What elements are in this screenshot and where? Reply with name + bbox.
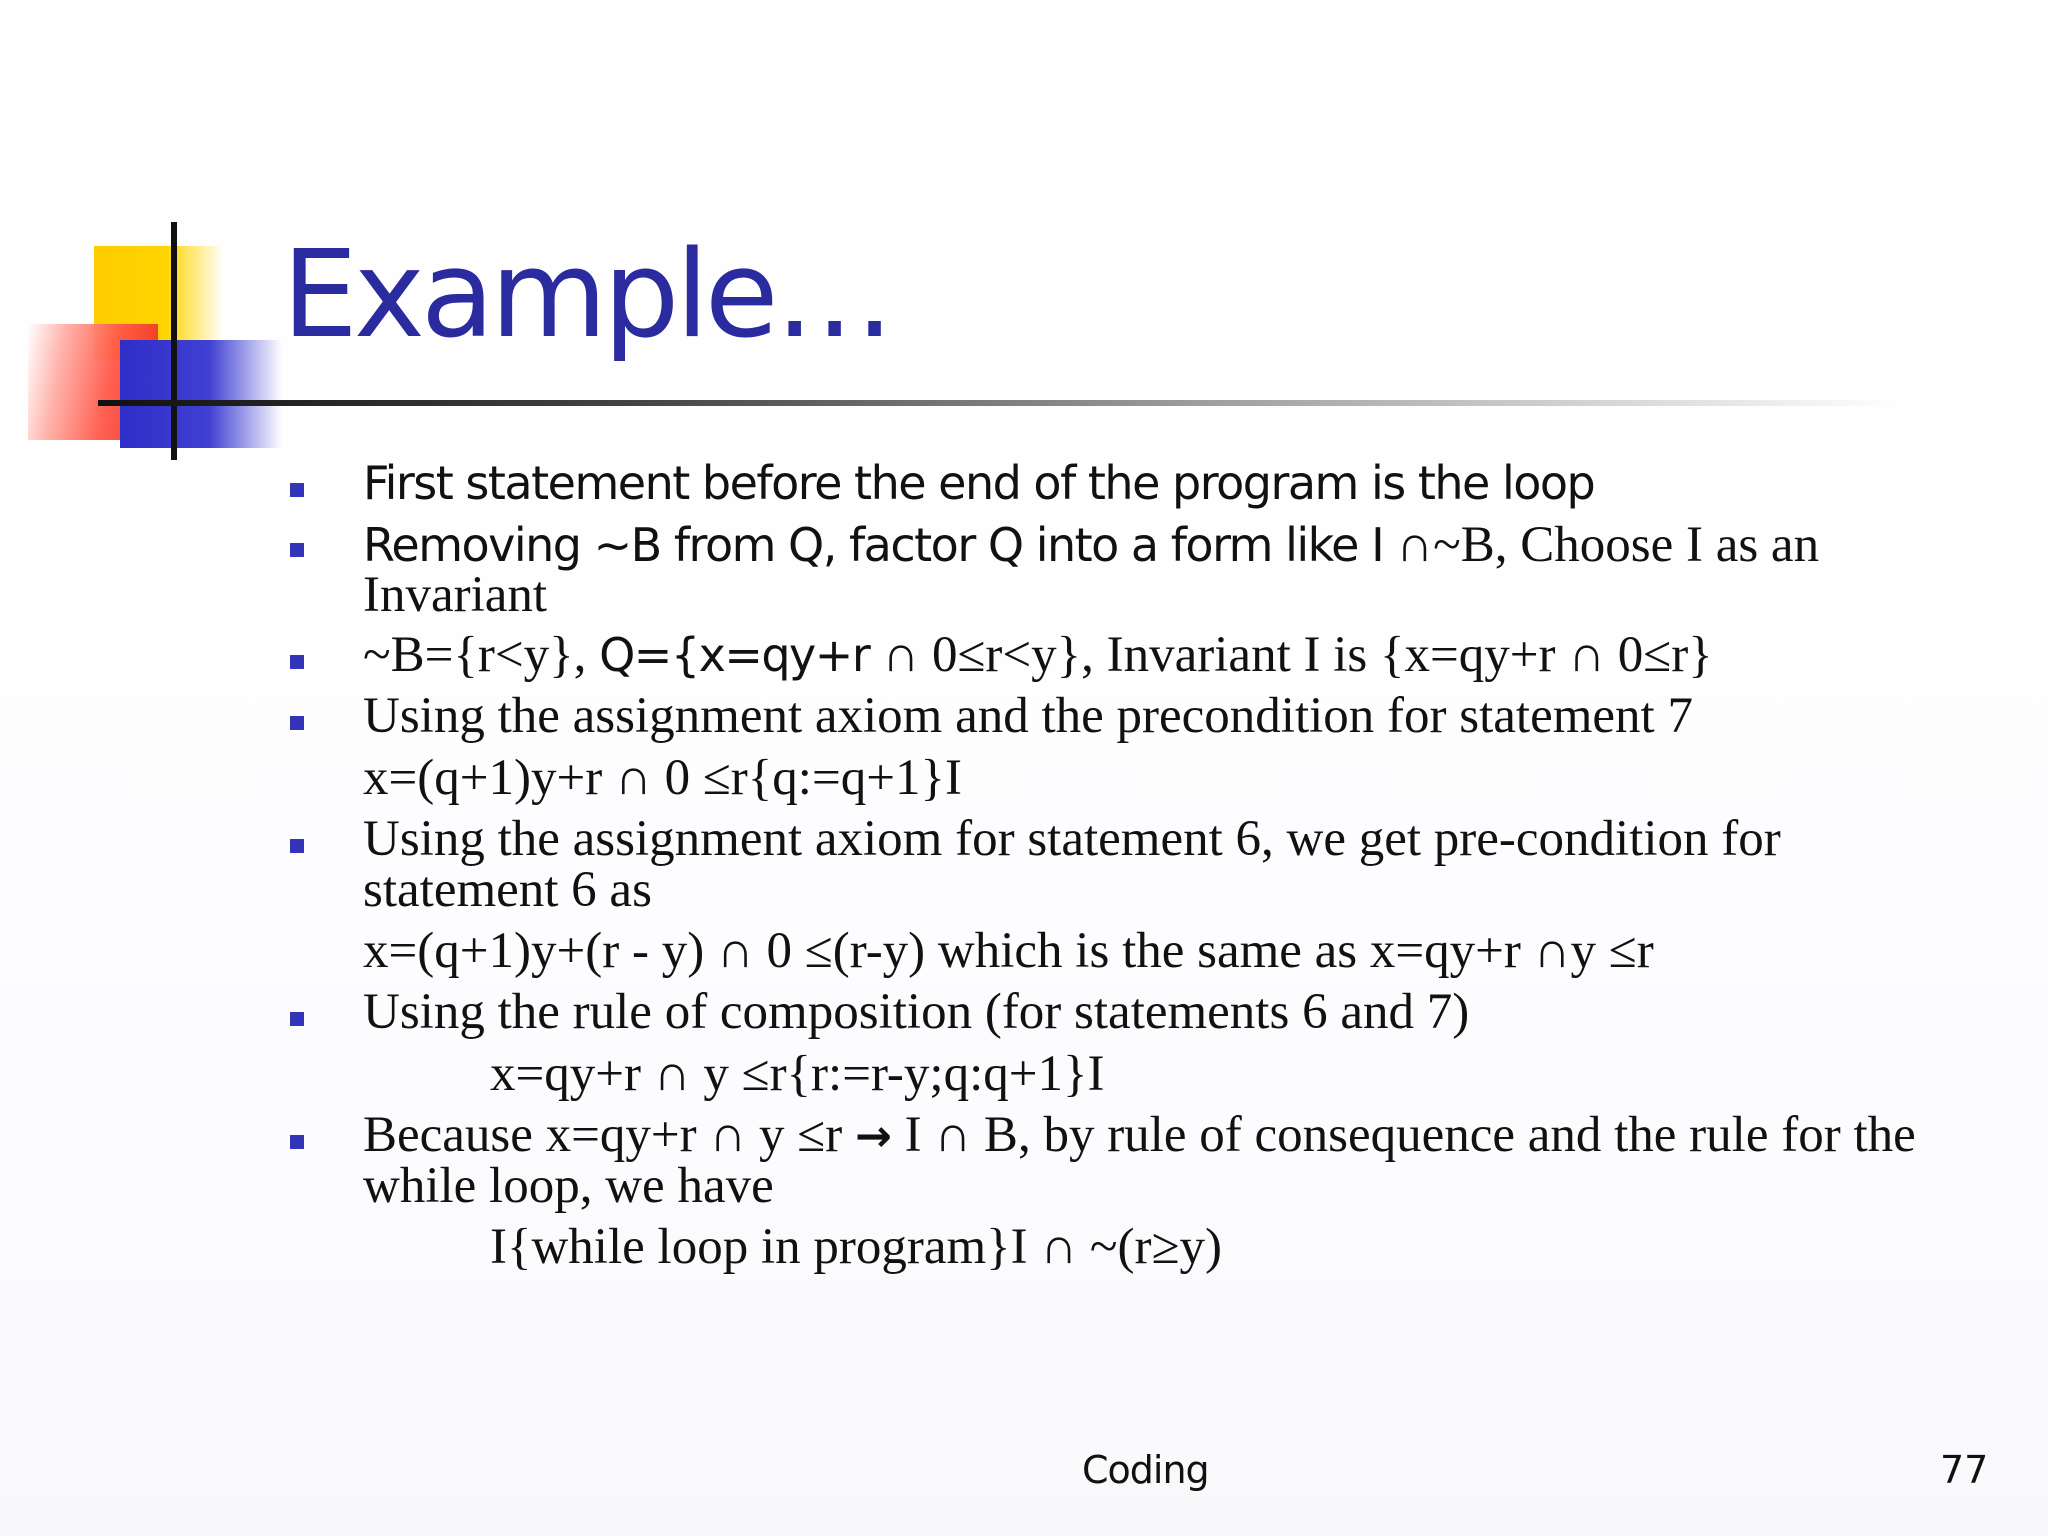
bullet-text-continuation: I{while loop in program}I ∩ ~(r≥y) [490, 1219, 1222, 1275]
bullet-text: First statement before the end of the program is the loop [363, 456, 1595, 510]
footer-title: Coding [1082, 1448, 1209, 1492]
bullet-text-continuation: Invariant [363, 567, 548, 623]
bullet-text: ~B={r<y}, Q={x=qy+r ∩ 0≤r<y}, Invariant I is {x=qy+r ∩ 0≤r} [363, 627, 1713, 683]
bullet-text: Using the assignment axiom for statement 6, we get pre-condition for [363, 811, 1781, 867]
bullet-marker [290, 1012, 304, 1026]
bullet-marker [290, 655, 304, 669]
slide-title: Example… [282, 226, 891, 365]
bullet-text: Using the assignment axiom and the precondition for statement 7 [363, 688, 1693, 744]
bullet-text: Using the rule of composition (for statements 6 and 7) [363, 984, 1470, 1040]
bullet-marker [290, 839, 304, 853]
bullet-text-continuation: x=qy+r ∩ y ≤r{r:=r-y;q:q+1}I [490, 1046, 1105, 1102]
bullet-marker [290, 1135, 304, 1149]
bullet-text-continuation: statement 6 as [363, 862, 652, 918]
page-number: 77 [1940, 1448, 1989, 1492]
bullet-marker [290, 483, 304, 497]
bullet-text-continuation: x=(q+1)y+r ∩ 0 ≤r{q:=q+1}I [363, 750, 962, 806]
bullet-text-continuation: while loop, we have [363, 1158, 774, 1214]
bullet-marker [290, 543, 304, 557]
bullet-text: Because x=qy+r ∩ y ≤r → I ∩ B, by rule of consequence and the rule for the [363, 1107, 1916, 1163]
bullet-text: Removing ~B from Q, factor Q into a form like I ∩~B, Choose I as an [363, 517, 1820, 573]
bullet-marker [290, 716, 304, 730]
right-arrow-icon: → [854, 1111, 892, 1162]
bullet-text-continuation: x=(q+1)y+(r - y) ∩ 0 ≤(r-y) which is the same as x=qy+r ∩y ≤r [363, 923, 1654, 979]
